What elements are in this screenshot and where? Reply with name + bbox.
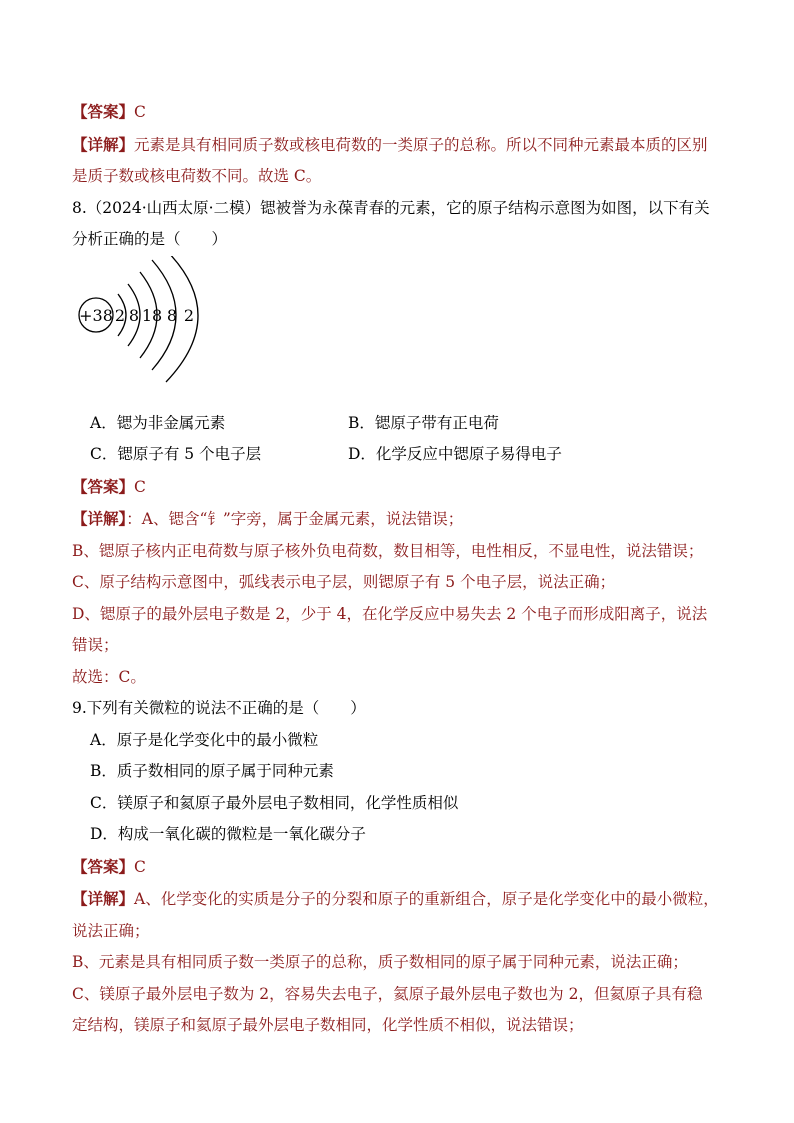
q8-detail-line-3: C、原子结构示意图中，弧线表示电子层，则锶原子有 5 个电子层，说法正确； — [72, 573, 616, 591]
q8-stem-line-1: 8.（2024·山西太原·二模）锶被誉为永葆青春的元素，它的原子结构示意图为如图，以下有关 — [72, 198, 710, 217]
q9-option-d: D．构成一氧化碳的微粒是一氧化碳分子 — [90, 825, 366, 843]
q9-stem: 9.下列有关微粒的说法不正确的是（ ） — [72, 699, 366, 717]
answer-value: C — [134, 477, 146, 496]
q8-detail-line-2: B、锶原子核内正电荷数与原子核外负电荷数，数目相等，电性相反，不显电性，说法错误； — [72, 541, 704, 560]
atomic-structure-diagram — [72, 256, 312, 408]
shell-count-1: 2 — [114, 305, 126, 325]
shell-count-3: 18 — [141, 305, 163, 325]
q8-detail-line-5: 错误； — [72, 636, 119, 654]
answer-value: C — [134, 103, 146, 121]
option-b: B．锶原子带有正电荷 — [348, 413, 499, 432]
nucleus-label: +38 — [79, 305, 113, 325]
shell-count-5: 2 — [183, 305, 195, 325]
q9-detail-line-3: B、元素是具有相同质子数一类原子的总称，质子数相同的原子属于同种元素，说法正确； — [72, 953, 688, 971]
answer-tag: 【答案】 — [72, 856, 135, 876]
q9-answer-line — [72, 851, 732, 884]
option-a: A．锶为非金属元素 — [90, 413, 226, 432]
q9-option-c: C．镁原子和氦原子最外层电子数相同，化学性质相似 — [90, 793, 459, 812]
shell-count-4: 8 — [166, 305, 178, 325]
q8-detail-line-1: 【详解】：A、锶含“钅”字旁，属于金属元素，说法错误； — [72, 509, 464, 528]
q8-answer-line — [72, 471, 732, 504]
answer-tag: 【答案】 — [72, 102, 135, 121]
q8-stem-line-2: 分析正确的是（ ） — [72, 230, 228, 248]
q7-detail-line-1: 【详解】元素是具有相同质子数或核电荷数的一类原子的总称。所以不同种元素最本质的区别 — [72, 134, 708, 154]
answer-value: C — [134, 857, 146, 876]
option-c: C．锶原子有 5 个电子层 — [90, 445, 262, 463]
q8-detail-line-6: 故选：C。 — [72, 667, 146, 686]
document-page — [72, 96, 732, 1042]
shell-count-2: 8 — [128, 305, 140, 325]
q8-option-row-2 — [72, 439, 732, 471]
option-d: D．化学反应中锶原子易得电子 — [348, 445, 562, 463]
q9-detail-line-4: C、镁原子最外层电子数为 2，容易失去电子，氦原子最外层电子数也为 2，但氦原子具有稳 — [72, 984, 703, 1003]
q9-option-a: A．原子是化学变化中的最小微粒 — [90, 730, 319, 749]
q8-detail-line-4: D、锶原子的最外层电子数是 2，少于 4，在化学反应中易失去 2 个电子而形成阳离子，说法 — [72, 604, 708, 623]
q7-detail-line-2: 是质子数或核电荷数不同。故选 C。 — [72, 167, 322, 185]
detail-tag: 【详解】 — [72, 889, 135, 908]
detail-tag: 【详解】 — [72, 509, 127, 528]
q9-detail-line-1: 【详解】A、化学变化的实质是分子的分裂和原子的重新组合，原子是化学变化中的最小微粒， — [72, 889, 719, 908]
q7-answer-line — [72, 96, 732, 129]
q9-detail-line-2: 说法正确； — [72, 921, 150, 940]
q9-detail-line-5: 定结构，镁原子和氦原子最外层电子数相同，化学性质不相似，说法错误； — [72, 1016, 584, 1034]
answer-tag: 【答案】 — [72, 476, 135, 496]
q9-option-b: B．质子数相同的原子属于同种元素 — [90, 762, 334, 780]
detail-tag: 【详解】 — [72, 134, 135, 154]
q8-option-row-1 — [72, 408, 732, 440]
